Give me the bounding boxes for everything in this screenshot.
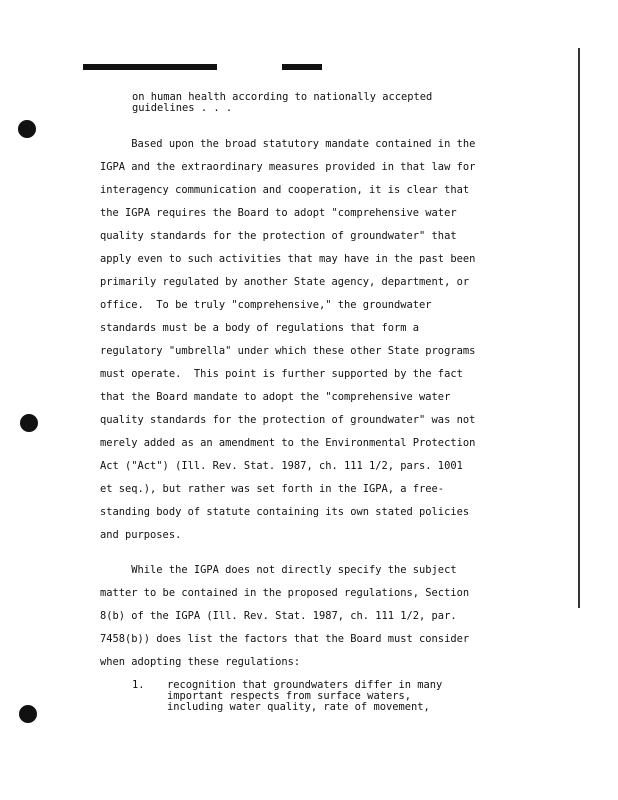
quote-line: on human health according to nationally accepted (132, 91, 433, 103)
text-line: important respects from surface waters, (167, 690, 411, 702)
text-line: matter to be contained in the proposed regulations, Section (100, 587, 470, 599)
text-line: merely added as an amendment to the Environmental Protection (100, 437, 476, 449)
quoted-text (132, 92, 472, 114)
text-line: Based upon the broad statutory mandate contained in the (100, 138, 476, 150)
text-line: and purposes. (100, 529, 182, 541)
text-line: apply even to such activities that may have in the past been (100, 253, 476, 265)
text-line: must operate. This point is further supported by the fact (100, 368, 463, 380)
text-line: including water quality, rate of movement, (167, 701, 430, 713)
text-line: that the Board mandate to adopt the "comprehensive water (100, 391, 451, 403)
text-line: office. To be truly "comprehensive," the groundwater (100, 299, 432, 311)
text-line: IGPA and the extraordinary measures provided in that law for (100, 161, 476, 173)
text-line: While the IGPA does not directly specify the subject (100, 564, 457, 576)
punch-hole (19, 705, 37, 723)
quote-line: guidelines . . . (132, 102, 233, 114)
text-line: regulatory "umbrella" under which these other State programs (100, 345, 476, 357)
text-line: Act ("Act") (Ill. Rev. Stat. 1987, ch. 111 1/2, pars. 1001 (100, 460, 463, 472)
text-line: 8(b) of the IGPA (Ill. Rev. Stat. 1987, ch. 111 1/2, par. (100, 610, 457, 622)
text-line: quality standards for the protection of groundwater" that (100, 230, 457, 242)
punch-hole (20, 414, 38, 432)
text-line: standards must be a body of regulations that form a (100, 322, 420, 334)
text-line: primarily regulated by another State agency, department, or (100, 276, 470, 288)
text-line: 7458(b)) does list the factors that the Board must consider (100, 633, 470, 645)
text-line: standing body of statute containing its own stated policies (100, 506, 470, 518)
redaction-bar (282, 64, 322, 70)
text-line: quality standards for the protection of groundwater" was not (100, 414, 476, 426)
text-line: et seq.), but rather was set forth in the IGPA, a free- (100, 483, 445, 495)
text-line: recognition that groundwaters differ in many (167, 679, 443, 691)
redaction-bar (83, 64, 217, 70)
punch-hole (18, 120, 36, 138)
text-line: interagency communication and cooperation, it is clear that (100, 184, 470, 196)
list-item-text (167, 680, 507, 713)
margin-line (578, 48, 580, 608)
list-item-number: 1. (132, 679, 145, 691)
text-line: when adopting these regulations: (100, 656, 301, 668)
text-line: the IGPA requires the Board to adopt "comprehensive water (100, 207, 457, 219)
